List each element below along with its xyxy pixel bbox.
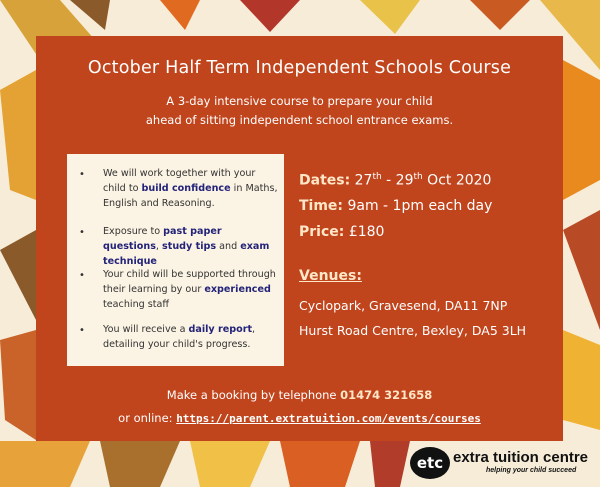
brand-logo [410,447,590,481]
booking-text: or online: [118,411,177,425]
venue-item: Hurst Road Centre, Bexley, DA5 3LH [299,323,527,338]
benefits-list [67,154,284,366]
item-highlight: exam technique [103,241,270,267]
item-text: Your child will be supported through their learning by our [103,269,276,295]
booking-text: Make a booking by telephone [166,388,341,402]
course-info-panel [36,36,563,441]
item-highlight: experienced [204,284,271,295]
time-value: 9am - 1pm each day [347,198,493,214]
bullet-icon: • [79,270,85,281]
item-text: , detailing your child's progress. [103,324,256,350]
item-text: Exposure to [103,226,164,237]
subtitle-line-1: A 3-day intensive course to prepare your child [166,94,433,108]
venues-label: Venues: [299,268,362,284]
price-row [299,224,384,240]
bullet-icon: • [79,169,85,180]
item-text: teaching staff [103,299,170,310]
item-highlight: study tips [162,241,217,252]
dates-label: Dates: [299,172,351,189]
item-text: in Maths, English and Reasoning. [103,183,278,209]
dates-row [299,172,491,189]
course-subtitle [36,92,563,130]
page-title: October Half Term Independent Schools Course [87,58,512,78]
item-text: , [155,241,163,252]
item-highlight: build confidence [141,183,231,194]
price-label: Price: [299,224,345,240]
subtitle-line-2: ahead of sitting independent school entrance exams. [145,113,454,127]
list-item [79,166,279,211]
dates-value: - 29 [381,172,414,189]
list-item [79,224,279,269]
booking-phone [36,388,563,402]
list-item [79,267,279,312]
time-label: Time: [299,198,344,214]
dates-value: Oct 2020 [422,172,492,189]
logo-mark: etc [410,447,450,479]
item-text: We will work together with your child to [103,168,256,194]
logo-tagline: helping your child succeed [486,467,577,474]
price-value: £180 [348,224,385,240]
dates-suffix: th [413,172,423,182]
phone-number[interactable]: 01474 321658 [340,388,433,402]
bullet-icon: • [79,227,85,238]
dates-suffix: th [372,172,382,182]
list-item [79,322,279,352]
item-text: and [216,241,241,252]
item-text: You will receive a [103,324,189,335]
time-row [299,198,492,214]
bullet-icon: • [79,325,85,336]
item-highlight: past paper questions [103,226,222,252]
booking-link[interactable]: https://parent.extratuition.com/events/courses [176,412,481,425]
booking-online [36,411,563,425]
logo-name: extra tuition centre [453,449,589,466]
venue-item: Cyclopark, Gravesend, DA11 7NP [299,298,508,313]
dates-value: 27 [354,172,373,189]
item-highlight: daily report [188,324,253,335]
